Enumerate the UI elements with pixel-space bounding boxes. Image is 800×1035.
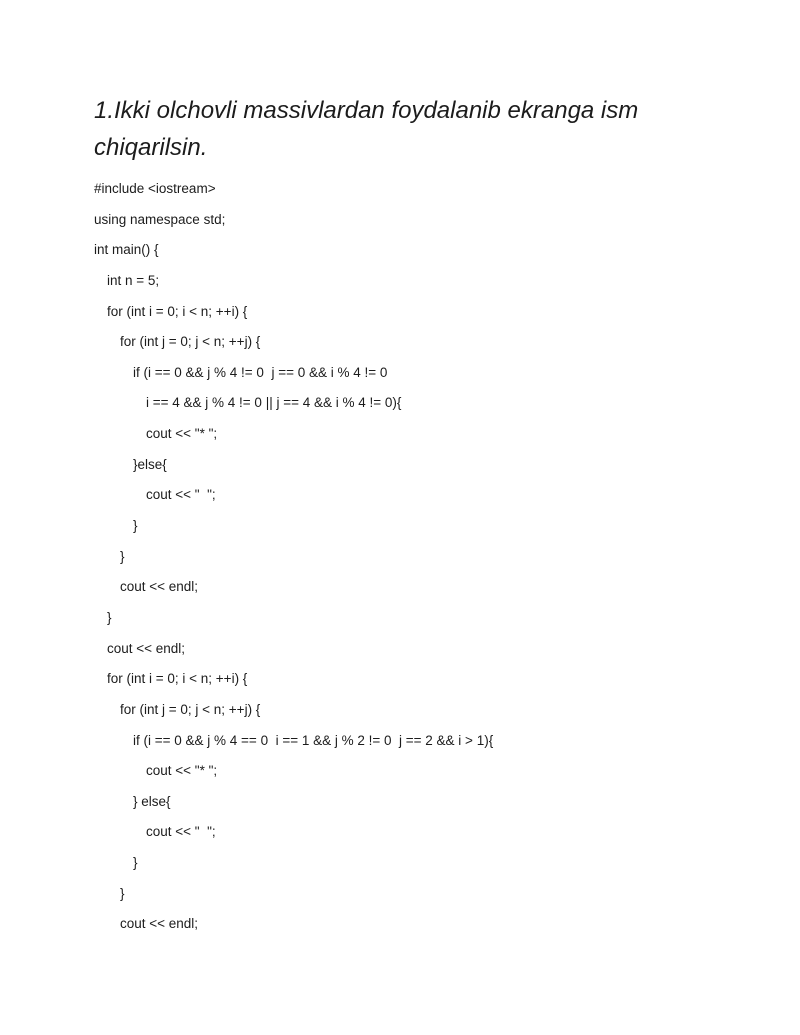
- code-line: #include <iostream>: [94, 181, 216, 196]
- code-line: int main() {: [94, 242, 159, 258]
- code-line: cout << "* ";: [146, 763, 218, 779]
- code-line: using namespace std;: [94, 211, 226, 227]
- code-line: int n = 5;: [107, 272, 160, 288]
- code-line: cout << endl;: [120, 579, 199, 595]
- code-line: } else{: [133, 793, 171, 809]
- document-title: 1.Ikki olchovli massivlardan foydalanib ekranga ism chiqarilsin.: [94, 97, 639, 161]
- code-line: i == 4 && j % 4 != 0 || j == 4 && i % 4 != 0){: [146, 395, 402, 411]
- code-line: cout << endl;: [107, 640, 186, 656]
- code-line: if (i == 0 && j % 4 == 0 i == 1 && j % 2 != 0 j == 2 && i > 1){: [133, 732, 494, 748]
- code-line: }: [133, 855, 138, 871]
- code-line: }: [120, 548, 125, 564]
- code-line: }: [133, 518, 138, 534]
- code-line: cout << "* ";: [146, 426, 218, 442]
- code-line: }: [107, 609, 112, 625]
- code-line: cout << endl;: [120, 916, 199, 932]
- code-block: [94, 179, 493, 945]
- code-line: if (i == 0 && j % 4 != 0 j == 0 && i % 4 != 0: [133, 364, 388, 380]
- code-line: for (int i = 0; i < n; ++i) {: [107, 671, 248, 687]
- code-line: cout << " ";: [146, 824, 216, 840]
- code-line: for (int i = 0; i < n; ++i) {: [107, 303, 248, 319]
- code-line: }else{: [133, 456, 167, 472]
- code-line: cout << " ";: [146, 487, 216, 503]
- code-line: for (int j = 0; j < n; ++j) {: [120, 334, 261, 350]
- code-line: }: [120, 885, 125, 901]
- code-line: for (int j = 0; j < n; ++j) {: [120, 701, 261, 717]
